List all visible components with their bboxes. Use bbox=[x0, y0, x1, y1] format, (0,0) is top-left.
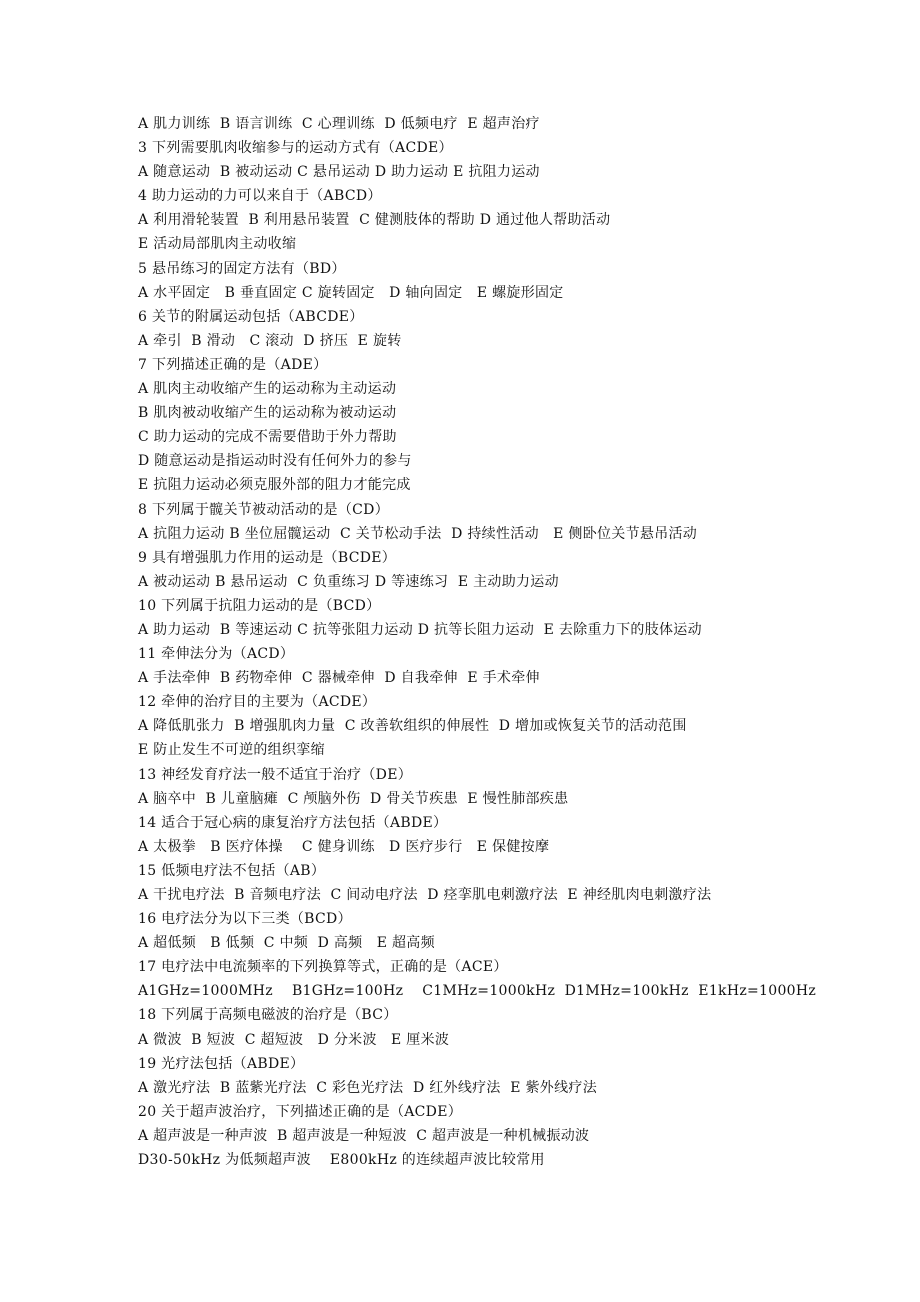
question-line: 3 下列需要肌肉收缩参与的运动方式有（ACDE） bbox=[138, 140, 453, 157]
option-line: A 随意运动 B 被动运动 C 悬吊运动 D 助力运动 E 抗阻力运动 bbox=[138, 164, 540, 181]
option-line: A 肌力训练 B 语言训练 C 心理训练 D 低频电疗 E 超声治疗 bbox=[138, 116, 540, 132]
option-line: A 利用滑轮装置 B 利用悬吊装置 C 健测肢体的帮助 D 通过他人帮助活动 bbox=[138, 212, 611, 229]
question-line: 17 电疗法中电流频率的下列换算等式，正确的是（ACE） bbox=[138, 959, 508, 976]
option-line: E 抗阻力运动必须克服外部的阻力才能完成 bbox=[138, 477, 411, 494]
option-line: A 被动运动 B 悬吊运动 C 负重练习 D 等速练习 E 主动助力运动 bbox=[138, 573, 559, 590]
option-line: A1GHz=1000MHz B1GHz=100Hz C1MHz=1000kHz D1MHz=100kHz E1kHz=1000Hz bbox=[138, 983, 817, 1000]
option-line: B 肌肉被动收缩产生的运动称为被动运动 bbox=[138, 405, 397, 422]
question-line: 5 悬吊练习的固定方法有（BD） bbox=[138, 260, 346, 277]
option-line: A 微波 B 短波 C 超短波 D 分米波 E 厘米波 bbox=[138, 1031, 450, 1048]
option-line: A 激光疗法 B 蓝紫光疗法 C 彩色光疗法 D 红外线疗法 E 紫外线疗法 bbox=[138, 1079, 598, 1096]
question-line: 4 助力运动的力可以来自于（ABCD） bbox=[138, 188, 382, 205]
question-line: 16 电疗法分为以下三类（BCD） bbox=[138, 911, 352, 928]
question-line: 19 光疗法包括（ABDE） bbox=[138, 1055, 305, 1072]
document-body bbox=[138, 112, 898, 1172]
question-line: 6 关节的附属运动包括（ABCDE） bbox=[138, 308, 364, 325]
option-line: E 活动局部肌肉主动收缩 bbox=[138, 236, 297, 253]
question-line: 12 牵伸的治疗目的主要为（ACDE） bbox=[138, 694, 377, 711]
question-line: 9 具有增强肌力作用的运动是（BCDE） bbox=[138, 549, 397, 566]
option-line: A 牵引 B 滑动 C 滚动 D 挤压 E 旋转 bbox=[138, 332, 402, 349]
question-line: 8 下列属于髋关节被动活动的是（CD） bbox=[138, 501, 389, 518]
option-line: C 助力运动的完成不需要借助于外力帮助 bbox=[138, 429, 397, 446]
option-line: A 干扰电疗法 B 音频电疗法 C 间动电疗法 D 痉挛肌电刺激疗法 E 神经肌肉电刺激疗法 bbox=[138, 887, 712, 903]
question-line: 18 下列属于高频电磁波的治疗是（BC） bbox=[138, 1007, 398, 1024]
question-line: 7 下列描述正确的是（ADE） bbox=[138, 356, 328, 373]
question-line: 11 牵伸法分为（ACD） bbox=[138, 646, 295, 663]
option-line: D 随意运动是指运动时没有任何外力的参与 bbox=[138, 453, 412, 470]
option-line: A 脑卒中 B 儿童脑瘫 C 颅脑外伤 D 骨关节疾患 E 慢性肺部疾患 bbox=[138, 790, 569, 807]
option-line: A 降低肌张力 B 增强肌肉力量 C 改善软组织的伸展性 D 增加或恢复关节的活动范围 bbox=[138, 718, 687, 735]
option-line: A 抗阻力运动 B 坐位屈髋运动 C 关节松动手法 D 持续性活动 E 侧卧位关节悬吊活动 bbox=[138, 525, 698, 542]
option-line: A 超低频 B 低频 C 中频 D 高频 E 超高频 bbox=[138, 935, 435, 952]
option-line: A 手法牵伸 B 药物牵伸 C 器械牵伸 D 自我牵伸 E 手术牵伸 bbox=[138, 670, 540, 687]
question-line: 13 神经发育疗法一般不适宜于治疗（DE） bbox=[138, 766, 413, 783]
question-line: 20 关于超声波治疗，下列描述正确的是（ACDE） bbox=[138, 1103, 463, 1120]
option-line: A 肌肉主动收缩产生的运动称为主动运动 bbox=[138, 381, 397, 398]
option-line: D30-50kHz 为低频超声波 E800kHz 的连续超声波比较常用 bbox=[138, 1152, 545, 1169]
option-line: A 助力运动 B 等速运动 C 抗等张阻力运动 D 抗等长阻力运动 E 去除重力下的肢体运动 bbox=[138, 621, 702, 638]
option-line: A 水平固定 B 垂直固定 C 旋转固定 D 轴向固定 E 螺旋形固定 bbox=[138, 284, 564, 301]
option-line: E 防止发生不可逆的组织挛缩 bbox=[138, 742, 325, 759]
option-line: A 超声波是一种声波 B 超声波是一种短波 C 超声波是一种机械振动波 bbox=[138, 1127, 590, 1144]
question-line: 14 适合于冠心病的康复治疗方法包括（ABDE） bbox=[138, 814, 448, 831]
question-line: 15 低频电疗法不包括（AB） bbox=[138, 862, 326, 879]
question-line: 10 下列属于抗阻力运动的是（BCD） bbox=[138, 597, 381, 614]
option-line: A 太极拳 B 医疗体操 C 健身训练 D 医疗步行 E 保健按摩 bbox=[138, 838, 550, 855]
